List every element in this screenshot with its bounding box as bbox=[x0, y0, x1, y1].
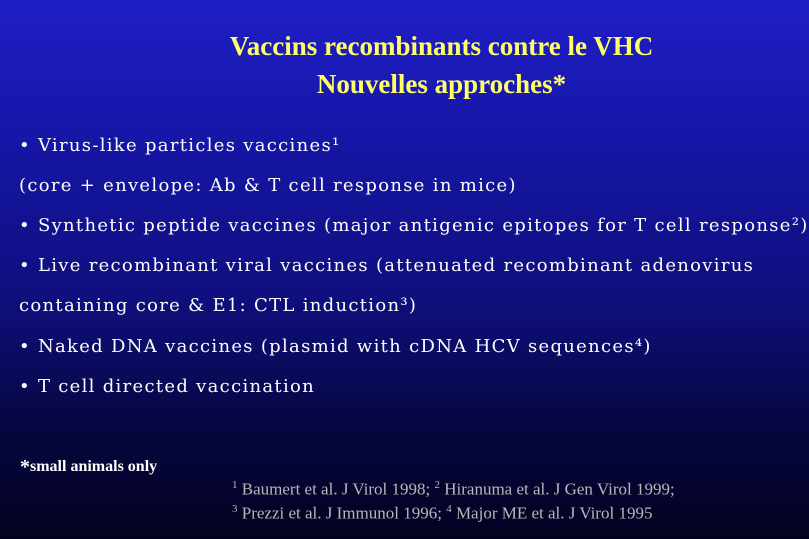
ref-2: Hiranuma et al. J Gen Virol 1999; bbox=[444, 479, 675, 499]
bullet-vlp: • Virus-like particles vaccines¹ bbox=[19, 135, 341, 156]
bullet-naked-dna: • Naked DNA vaccines (plasmid with cDNA HCV sequences⁴) bbox=[19, 336, 652, 357]
ref-4-number: 4 bbox=[446, 503, 452, 515]
ref-2-number: 2 bbox=[434, 479, 440, 491]
references-line2 bbox=[232, 503, 652, 524]
bullet-vlp-detail: (core + envelope: Ab & T cell response in mice) bbox=[19, 175, 517, 196]
ref-4: Major ME et al. J Virol 1995 bbox=[455, 503, 653, 523]
slide-title-line2: Nouvelles approches* bbox=[316, 69, 567, 99]
bullet-live-recombinant: • Live recombinant viral vaccines (attenuated recombinant adenovirus bbox=[19, 255, 755, 276]
footnote-small-animals bbox=[20, 456, 157, 479]
slide-title-line1: Vaccins recombinants contre le VHC bbox=[229, 31, 654, 61]
ref-3: Prezzi et al. J Immunol 1996; bbox=[241, 503, 442, 523]
footnote-star: * bbox=[20, 456, 30, 478]
ref-1: Baumert et al. J Virol 1998; bbox=[241, 479, 431, 499]
footnote-text: small animals only bbox=[30, 458, 158, 475]
ref-3-number: 3 bbox=[232, 503, 238, 515]
bullet-t-cell: • T cell directed vaccination bbox=[19, 376, 316, 397]
bullet-peptide: • Synthetic peptide vaccines (major antigenic epitopes for T cell response²) bbox=[19, 215, 809, 236]
bullet-live-recombinant-detail: containing core & E1: CTL induction³) bbox=[19, 295, 418, 316]
ref-1-number: 1 bbox=[232, 479, 238, 491]
references-line1 bbox=[232, 479, 675, 500]
